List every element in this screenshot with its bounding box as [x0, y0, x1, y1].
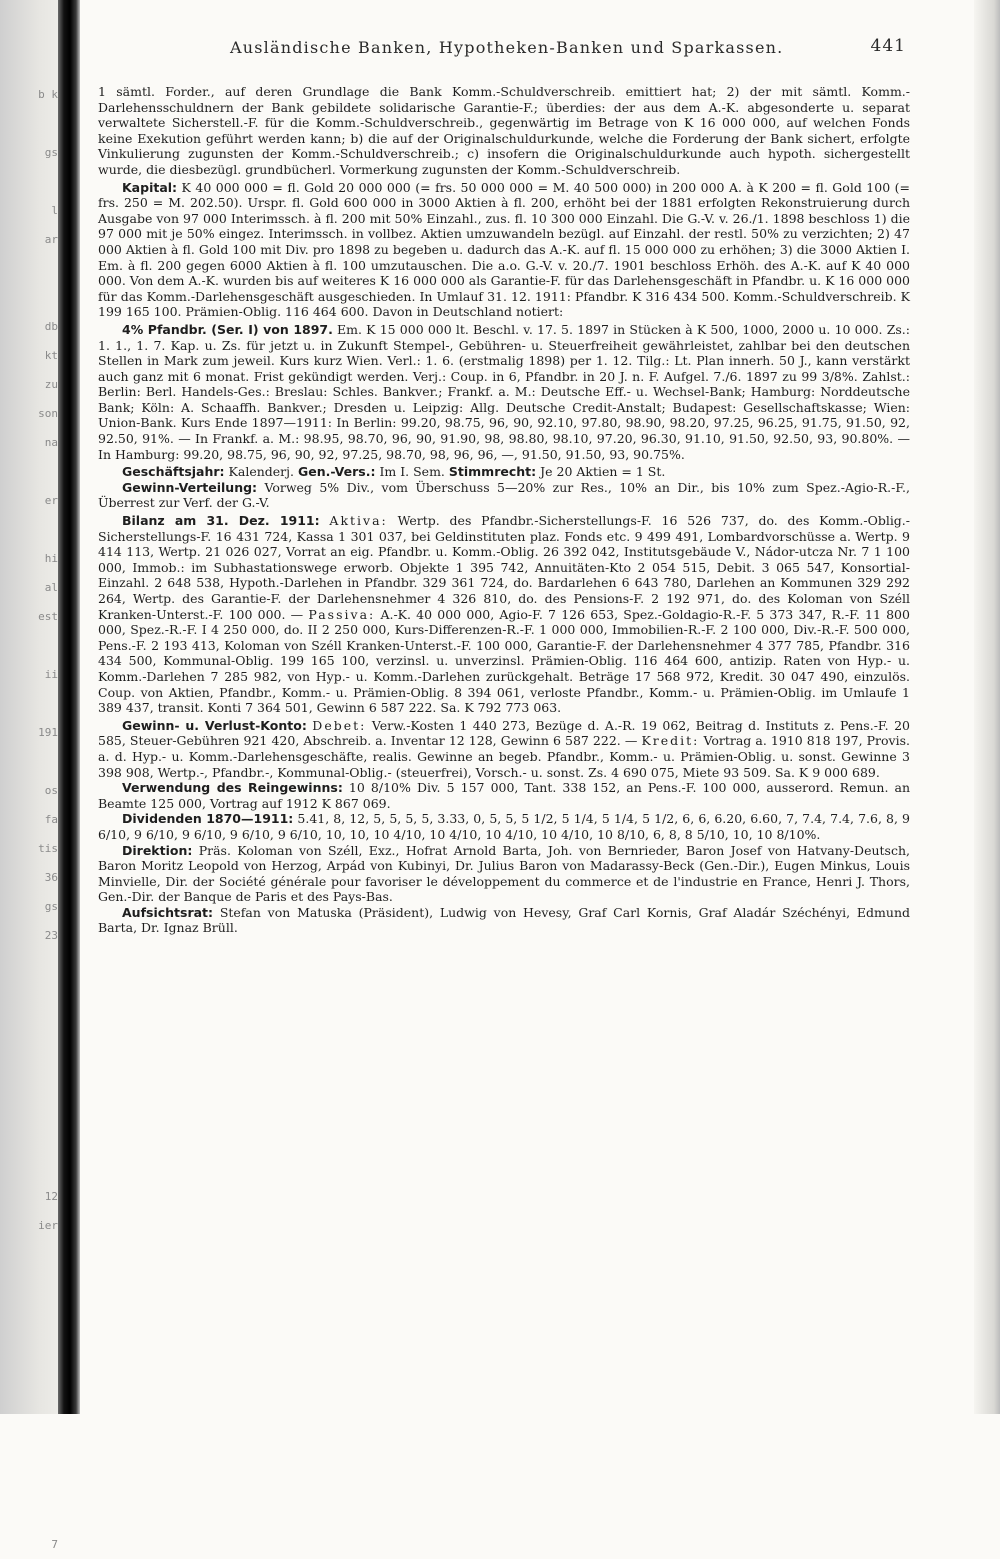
- paragraph-supervisory-board: Aufsichtsrat: Stefan von Matuska (Präsident), Ludwig von Hevesy, Graf Carl Kornis, Graf Aladár Széchényi, Edmund Barta, Dr. Ignaz Brüll.: [98, 904, 910, 936]
- page-number: 441: [870, 36, 906, 56]
- paragraph-fiscal-year: Geschäftsjahr: Kalenderj. Gen.-Vers.: Im I. Sem. Stimmrecht: Je 20 Aktien = 1 St.: [122, 464, 666, 480]
- paragraph-profit-loss: Gewinn- u. Verlust-Konto: Debet: Verw.-Kosten 1 440 273, Bezüge d. A.-R. 19 062, Beitrag d. Instituts z. Pens.-F. 20 585, Steuer-Gebühren 921 420, Abschreib. a. Inventar 12 128, Gewinn 6 587 222. — Kredit: Vortrag a. 1910 818 197, Provis. a. d. Hyp.- u. Komm.-Darlehensgeschäfte, realis. Gewinne an begeb. Pfandbr., Komm.- u. Prämien-Oblig. u. sonst. Gewinne 3 398 908, Wertp.-, Pfandbr.-, Kommunal-Oblig.- (steuerfrei), Vorsch.- u. sonst. Zs. 4 690 075, Miete 93 509. Sa. K 9 000 689.: [98, 717, 910, 780]
- page-header: [80, 34, 920, 64]
- paragraph-capital: Kapital: K 40 000 000 = fl. Gold 20 000 000 (= frs. 50 000 000 = M. 40 500 000) in 200 000 A. à K 200 = fl. Gold 100 (= frs. 250 = M. 202.50). Urspr. fl. Gold 600 000 in 3000 Aktien à fl. 200, erhöht bei der 1881 erfolgten Rekonstruierung durch Ausgabe von 97 000 Interimssch. à fl. 200 mit 50% Einzahl., zus. fl. 10 300 000 Einzahl. Die G.-V. v. 26./1. 1898 beschloss 1) die 97 000 mit je 50% eingez. Interimssch. in vollbez. Aktien umzuwandeln bezügl. auf Einzahl. der restl. 50% zu verzichten; 2) 47 000 Aktien à fl. Gold 100 mit Div. pro 1898 zu begeben u. dadurch das A.-K. auf fl. 15 000 000 zu erhöhen; 3) die 3000 Aktien I. Em. à fl. 200 gegen 6000 Aktien à fl. 100 umzutauschen. Die a.o. G.-V. v. 20./7. 1901 beschloss Erhöh. des A.-K. auf K 40 000 000. Von dem A.-K. wurden bis auf weiteres K 16 000 000 als Garantie-F. für das Darlehensgeschäft in Pfandbr. u. K 16 000 000 für das Komm.-Darlehensgeschäft ausgeschieden. In Umlauf 31. 12. 1911: Pfandbr. K 316 434 500. Komm.-Schuldverschreib. K 199 165 100. Prämien-Oblig. 116 464 600. Davon in Deutschland notiert:: [98, 179, 910, 320]
- paragraph-management: Direktion: Präs. Koloman von Széll, Exz., Hofrat Arnold Barta, Joh. von Bernrieder, Baron Josef von Hatvany-Deutsch, Baron Moritz Leopold von Herzog, Arpád von Kubinyi, Dr. Julius Baron von Madarassy-Beck (Gen.-Dir.), Eugen Minkus, Louis Minvielle, Dir. der Société générale pour favoriser le développement du commerce et de l'industrie en France, Henri J. Thors, Gen.-Dir. der Banque de Paris et des Pays-Bas.: [98, 842, 910, 905]
- paragraph-balance: Bilanz am 31. Dez. 1911: Aktiva: Wertp. des Pfandbr.-Sicherstellungs-F. 16 526 737, do. des Komm.-Oblig.-Sicherstellungs-F. 16 431 724, Kassa 1 301 037, bei Geldinstituten plaz. Fonds etc. 9 499 491, Lombardvorschüsse a. Wertp. 9 414 113, Wertp. 21 026 027, Vorrat an eig. Pfandbr. u. Komm.-Oblig. 26 392 042, Institutsgebäude V., Nádor-utcza Nr. 7 1 100 000, Immob.: im Subhastationswege erworb. Objekte 1 395 742, Annuitäten-Kto 2 054 515, Debit. 3 065 547, Konsortial-Einzahl. 2 648 538, Hypoth.-Darlehen in Pfandbr. 329 361 724, do. Bardarlehen 6 643 780, Darlehen an Kommunen 329 292 264, Wertp. des Garantie-F. der Darlehensnehmer 4 326 810, do. des Pensions-F. 2 192 971, do. des Koloman von Széll Kranken-Unterst.-F. 100 000. — Passiva: A.-K. 40 000 000, Agio-F. 7 126 653, Spez.-Goldagio-R.-F. 5 373 347, R.-F. 11 800 000, Spez.-R.-F. I 4 250 000, do. II 2 250 000, Kurs-Differenzen-R.-F. 1 000 000, Immobilien-R.-F. 2 100 000, Div.-R.-F. 500 000, Pens.-F. 2 193 413, Koloman von Széll Kranken-Unterst.-F. 100 000, Garantie-F. der Darlehensnehmer 4 377 785, Pfandbr. 316 434 500, Kommunal-Oblig. 199 165 100, verzinsl. u. unverzinsl. Prämien-Oblig. 116 464 600, antizip. Raten von Hyp.- u. Komm.-Darlehen 7 285 982, von Hyp.- u. Komm.-Darlehen zurückgehalt. Beträge 17 568 972, Kredit. 30 047 490, einzulös. Coup. von Aktien, Pfandbr., Komm.- u. Prämien-Oblig. 8 394 061, verloste Pfandbr., Komm.- u. Prämien-Oblig. im Umlaufe 1 389 437, transit. Konti 7 364 501, Gewinn 6 587 222. Sa. K 792 773 063.: [98, 513, 911, 716]
- adjacent-page-fragments: b k gs l ar db kt zu son na er hi al est ii 191 os fa tis 36 gs 23 12 ier 7: [38, 88, 58, 1551]
- book-binding-shadow: [58, 0, 80, 1414]
- paragraph-securities: 1 sämtl. Forder., auf deren Grundlage die Bank Komm.-Schuldverschreib. emittiert hat; 2) der mit sämtl. Komm.-Darlehensschuldnern der Bank gebildete solidarische Garantie-F.; überdies: der aus dem A.-K. abgesonderte u. separat verwaltete Sicherstell.-F. für die Komm.-Schuldverschreib., gegenwärtig im Betrage von K 16 000 000, auf welchen Fonds keine Exekution geführt werden kann; b) die auf der Originalschuldurkunde, welche die Forderung der Bank sichert, erfolgte Vinkulierung zugunsten der Komm.-Schuldverschreib.; c) insofern die Originalschuldurkunde auch hypoth. sichergestellt wurde, die diesbezügl. grundbücherl. Vormerkung zugunsten der Komm.-Schuldverschreib.: [98, 84, 910, 177]
- paragraph-profit-distribution: Gewinn-Verteilung: Vorweg 5% Div., vom Überschuss 5—20% zur Res., 10% an Dir., bis 10% zum Spez.-Agio-R.-F., Überrest zur Verf. der G.-V.: [98, 479, 910, 511]
- right-page-edge: [974, 0, 1000, 1414]
- paragraph-net-profit-use: Verwendung des Reingewinns: 10 8/10% Div. 5 157 000, Tant. 338 152, an Pens.-F. 100 000, ausserord. Remun. an Beamte 125 000, Vortrag auf 1912 K 867 069.: [98, 780, 910, 811]
- paragraph-pfandbriefe: 4% Pfandbr. (Ser. I) von 1897. Em. K 15 000 000 lt. Beschl. v. 17. 5. 1897 in Stücken à K 500, 1000, 2000 u. 10 000. Zs.: 1. 1., 1. 7. Kap. u. Zs. für jetzt u. in Zukunft Stempel-, Gebühren- u. Steuerfreiheit gewährleistet, zahlbar bei den deutschen Stellen in Mark zum jeweil. Kurs kurz Wien. Verl.: 1. 6. (erstmalig 1898) per 1. 12. Tilg.: Lt. Plan innerh. 50 J., kann verstärkt auch ganz mit 6 monat. Frist gekündigt werden. Verj.: Coup. in 6, Pfandbr. in 20 J. n. F. Aufgel. 7./6. 1897 zu 99 3/8%. Zahlst.: Berlin: Berl. Handels-Ges.: Breslau: Schles. Bankver.; Frankf. a. M.: Deutsche Eff.- u. Wechsel-Bank; Hamburg: Norddeutsche Bank; Köln: A. Schaaffh. Bankver.; Dresden u. Leipzig: Allg. Deutsche Credit-Anstalt; Budapest: Gesellschaftskasse; Wien: Union-Bank. Kurs Ende 1897—1911: In Berlin: 99.20, 98.75, 96, 90, 92.10, 97.80, 98.90, 98.20, 97.25, 96.25, 91.75, 91.50, 92, 92.50, 91%. — In Frankf. a. M.: 98.95, 98.70, 96, 90, 91.90, 98, 98.80, 98.10, 97.20, 96.30, 91.10, 91.50, 92.50, 93, 90.80%. — In Hamburg: 99.20, 98.75, 96, 90, 92, 97.25, 98.70, 98, 96, 96, —, 91.50, 91.50, 93, 90.75%.: [98, 321, 910, 462]
- page-body: [98, 84, 910, 1394]
- paragraph-dividends: Dividenden 1870—1911: 5.41, 8, 12, 5, 5, 5, 5, 3.33, 0, 5, 5, 5 1/2, 5 1/4, 5 1/4, 5 1/2, 6, 6, 6.20, 6.60, 7, 7.4, 7.4, 7.6, 8, 9 6/10, 9 6/10, 9 6/10, 9 6/10, 9 6/10, 10, 10, 10 4/10, 10 4/10, 10 4/10, 10 4/10, 10 8/10, 6, 8, 8 5/10, 10, 10 8/10%.: [98, 811, 910, 842]
- running-title: Ausländische Banken, Hypotheken-Banken und Sparkassen.: [230, 38, 784, 57]
